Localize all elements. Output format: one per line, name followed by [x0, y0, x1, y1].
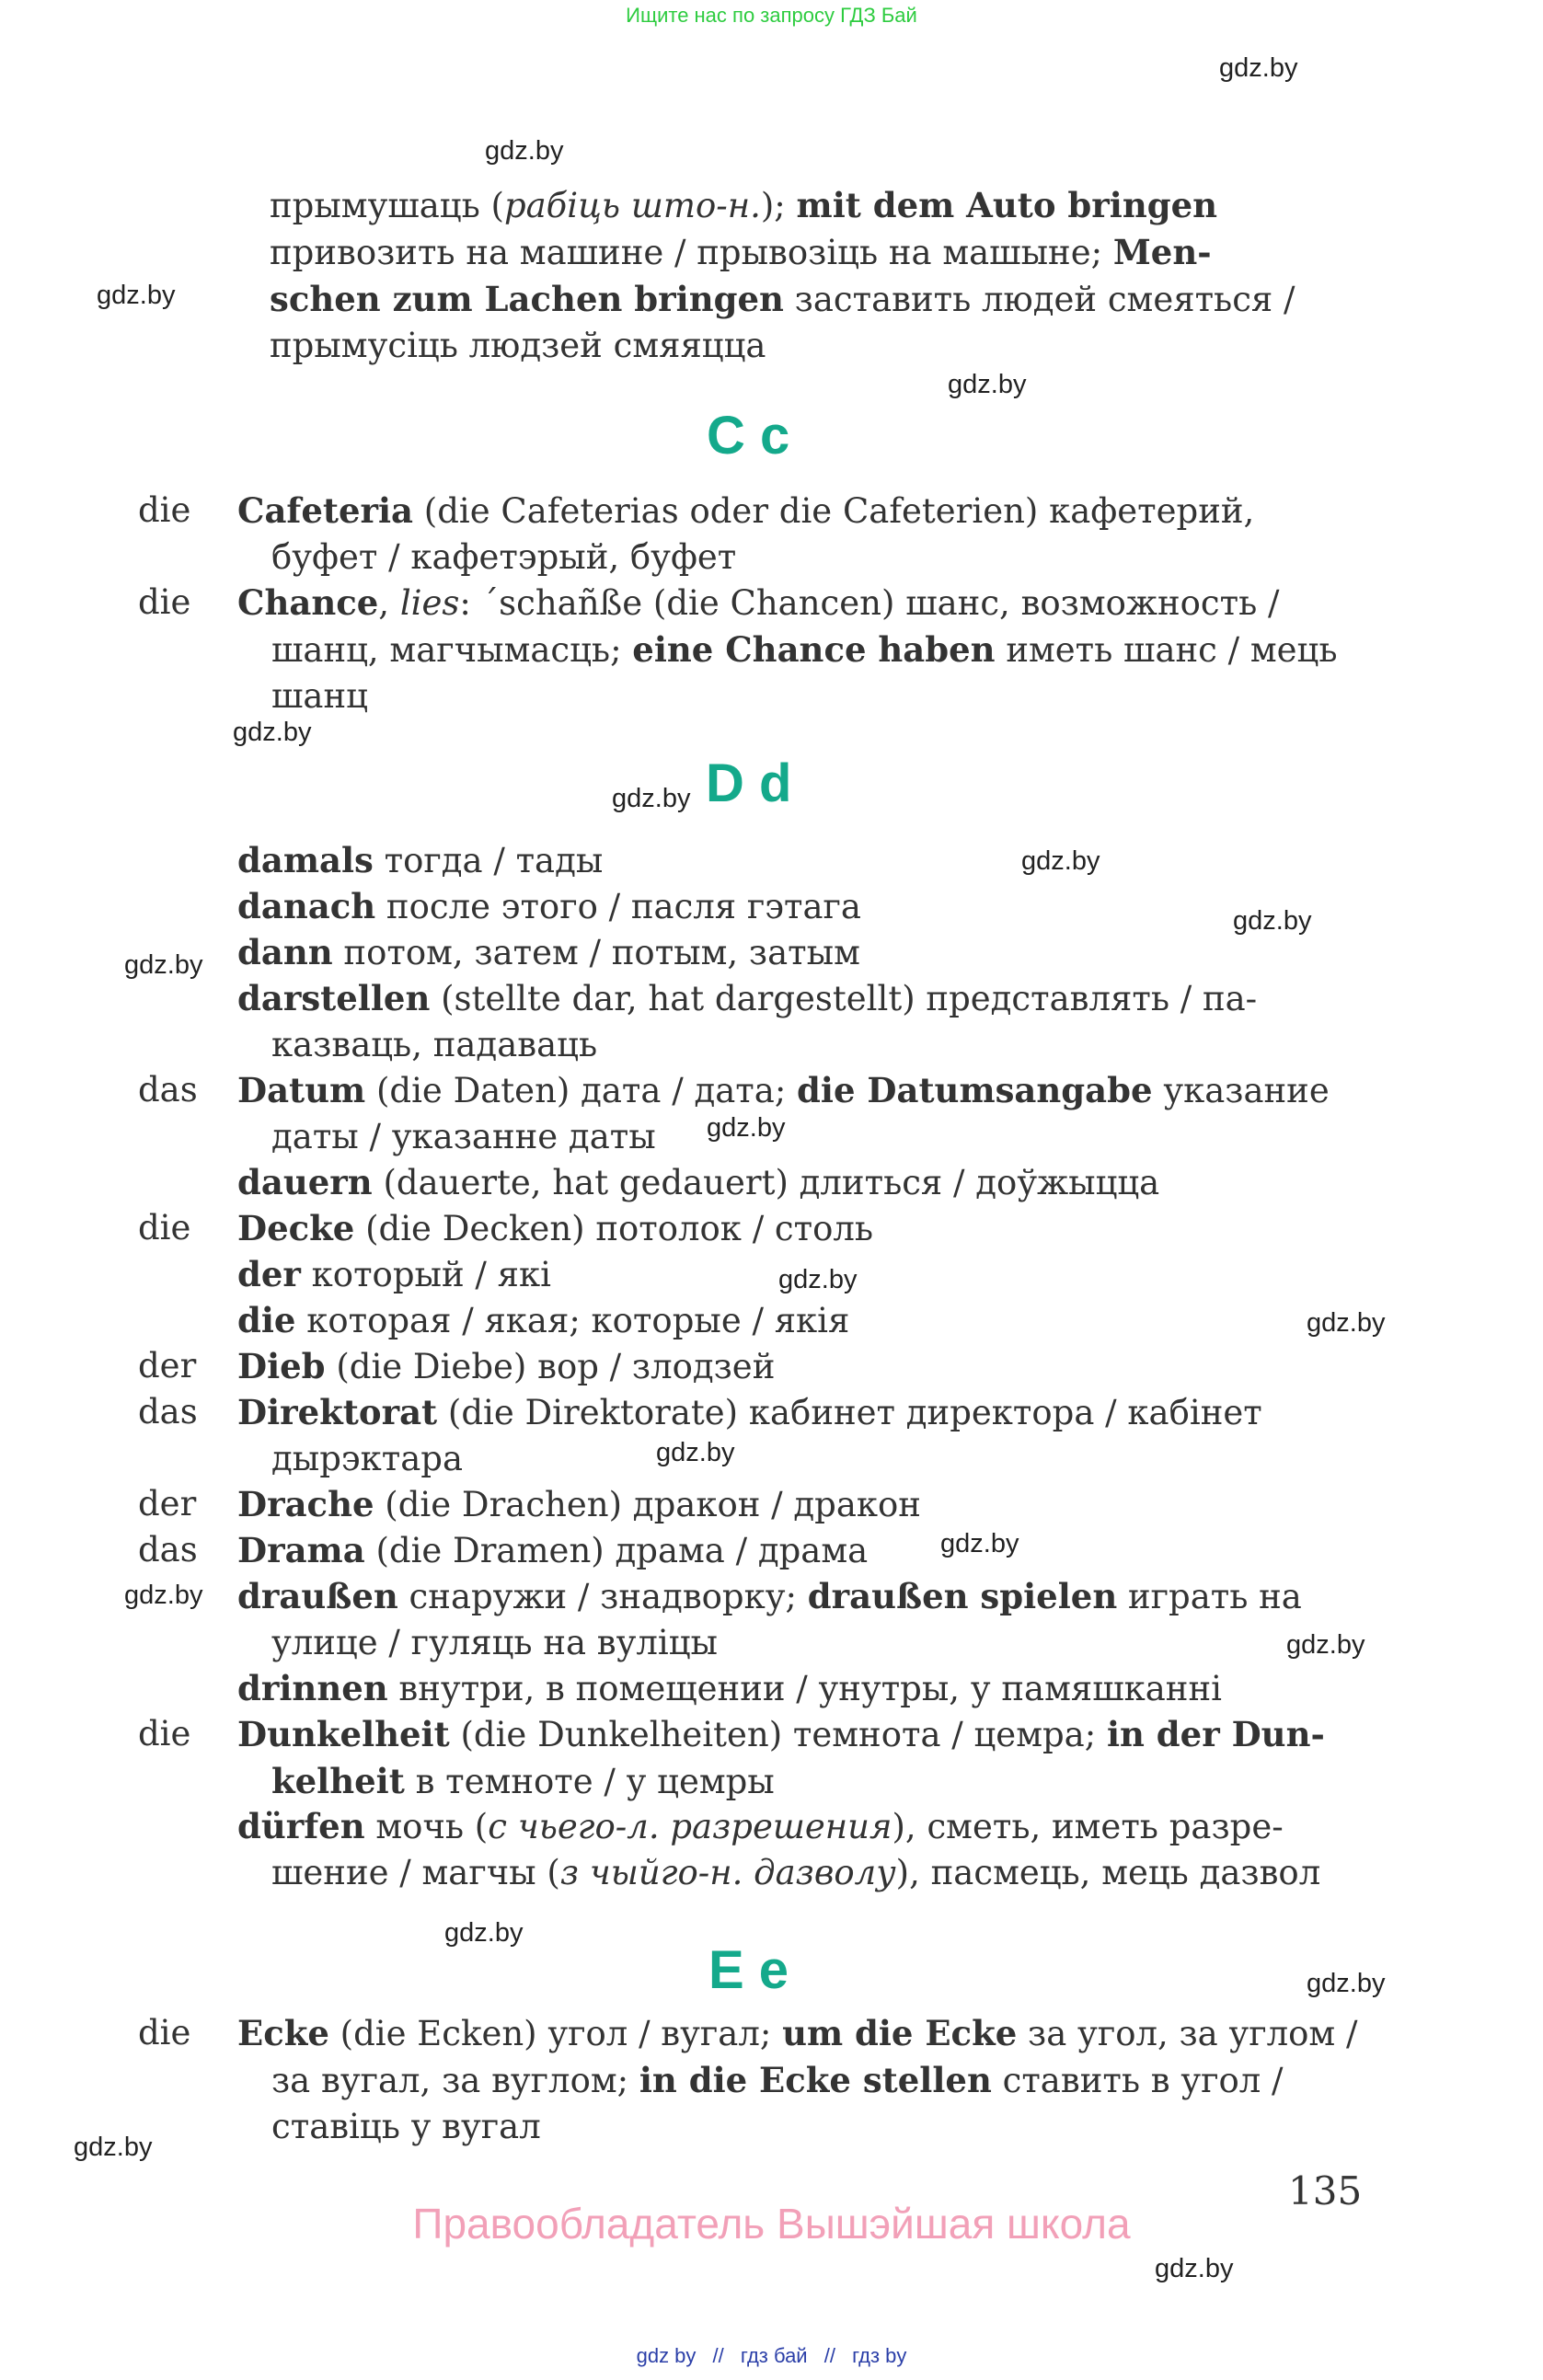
watermark: gdz.by	[97, 281, 176, 310]
article: der	[138, 1484, 197, 1523]
footer-link[interactable]: гдз бай	[740, 2344, 808, 2367]
article: das	[138, 1070, 198, 1110]
watermark: gdz.by	[233, 718, 312, 747]
footer-links	[0, 2344, 1543, 2368]
entry-cafeteria: Cafeteria (die Cafeterias oder die Cafeterien) кафетерий, буфет / кафетэрый, буфет	[237, 490, 1255, 577]
entry-decke: Decke (die Decken) потолок / столь	[237, 1208, 874, 1248]
article: die	[138, 2013, 191, 2052]
footer-separator: //	[712, 2344, 724, 2367]
entry-chance: Chance, lies: ´schañße (die Chancen) шанс, возможность / шанц, магчымасць; eine Chance haben иметь шанс / мець шанц	[237, 582, 1338, 716]
entry-duerfen: dürfen мочь (с чьего-л. разрешения), сметь, иметь разре- шение / магчы (з чыйго-н. дазволу), пасмець, мець дазвол	[237, 1806, 1321, 1892]
entry-damals: damals тогда / тады	[237, 840, 604, 880]
entry-darstellen: darstellen (stellte dar, hat dargestellt) представлять / па- казваць, падаваць	[237, 978, 1258, 1064]
footer-link[interactable]: гдз by	[852, 2344, 907, 2367]
article: der	[138, 1346, 197, 1385]
entry-die: die которая / якая; которые / якія	[237, 1300, 850, 1340]
watermark: gdz.by	[485, 136, 564, 166]
entry-drinnen: drinnen внутри, в помещении / унутры, у памяшканні	[237, 1668, 1222, 1708]
section-heading-e: E e	[708, 1940, 789, 2000]
article: die	[138, 582, 191, 622]
entry-draussen: draußen снаружи / знадворку; draußen spielen играть на улице / гуляць на вуліцы	[237, 1576, 1302, 1662]
entry-datum: Datum (die Daten) дата / дата; die Datumsangabe указание даты / указанне даты	[237, 1070, 1330, 1156]
watermark: gdz.by	[656, 1438, 735, 1467]
top-banner[interactable]: Ищите нас по запросу ГДЗ Бай	[626, 4, 917, 27]
watermark: gdz.by	[1021, 846, 1100, 876]
watermark: gdz.by	[124, 1581, 203, 1610]
section-heading-c: C c	[707, 406, 790, 466]
watermark: gdz.by	[1307, 1969, 1386, 1998]
entry-dunkelheit: Dunkelheit (die Dunkelheiten) темнота / цемра; in der Dun- kelheit в темноте / у цемры	[237, 1714, 1325, 1801]
entry-der: der который / які	[237, 1254, 551, 1294]
watermark: gdz.by	[612, 784, 691, 813]
watermark: gdz.by	[444, 1918, 524, 1948]
watermark: gdz.by	[940, 1529, 1019, 1558]
article: das	[138, 1392, 198, 1431]
intro-entry: прымушаць (рабіць што-н.); mit dem Auto bringen привозить на машине / прывозіць на машыне; Men- schen zum Lachen bringen заставить людей смеяться / прымусіць людзей смяяцца	[270, 185, 1295, 365]
watermark: gdz.by	[1155, 2254, 1234, 2283]
watermark: gdz.by	[1219, 53, 1298, 83]
watermark: gdz.by	[74, 2133, 153, 2162]
entry-drache: Drache (die Drachen) дракон / дракон	[237, 1484, 921, 1524]
entry-danach: danach после этого / пасля гэтага	[237, 886, 861, 926]
watermark: gdz.by	[1286, 1630, 1365, 1660]
entry-dann: dann потом, затем / потым, затым	[237, 932, 860, 972]
copyright-notice: Правообладатель Вышэйшая школа	[412, 2200, 1131, 2248]
entry-direktorat: Direktorat (die Direktorate) кабинет директора / кабінет дырэктара	[237, 1392, 1262, 1478]
entry-dieb: Dieb (die Diebe) вор / злодзей	[237, 1346, 776, 1386]
watermark: gdz.by	[1233, 906, 1312, 936]
article: das	[138, 1530, 198, 1569]
entry-dauern: dauern (dauerte, hat gedauert) длиться / доўжыцца	[237, 1162, 1160, 1202]
footer-separator: //	[823, 2344, 835, 2367]
watermark: gdz.by	[124, 950, 203, 980]
entry-drama: Drama (die Dramen) драма / драма	[237, 1530, 869, 1570]
page-number: 135	[1288, 2168, 1363, 2213]
watermark: gdz.by	[948, 370, 1027, 399]
watermark: gdz.by	[1307, 1308, 1386, 1338]
watermark: gdz.by	[707, 1113, 786, 1143]
watermark: gdz.by	[778, 1265, 858, 1294]
article: die	[138, 1208, 191, 1247]
footer-link[interactable]: gdz by	[636, 2344, 697, 2367]
article: die	[138, 1714, 191, 1753]
entry-ecke: Ecke (die Ecken) угол / вугал; um die Ecke за угол, за углом / за вугал, за вуглом; in die Ecke stellen ставить в угол / ставіць у вугал	[237, 2013, 1358, 2146]
article: die	[138, 490, 191, 530]
section-heading-d: D d	[706, 753, 792, 813]
